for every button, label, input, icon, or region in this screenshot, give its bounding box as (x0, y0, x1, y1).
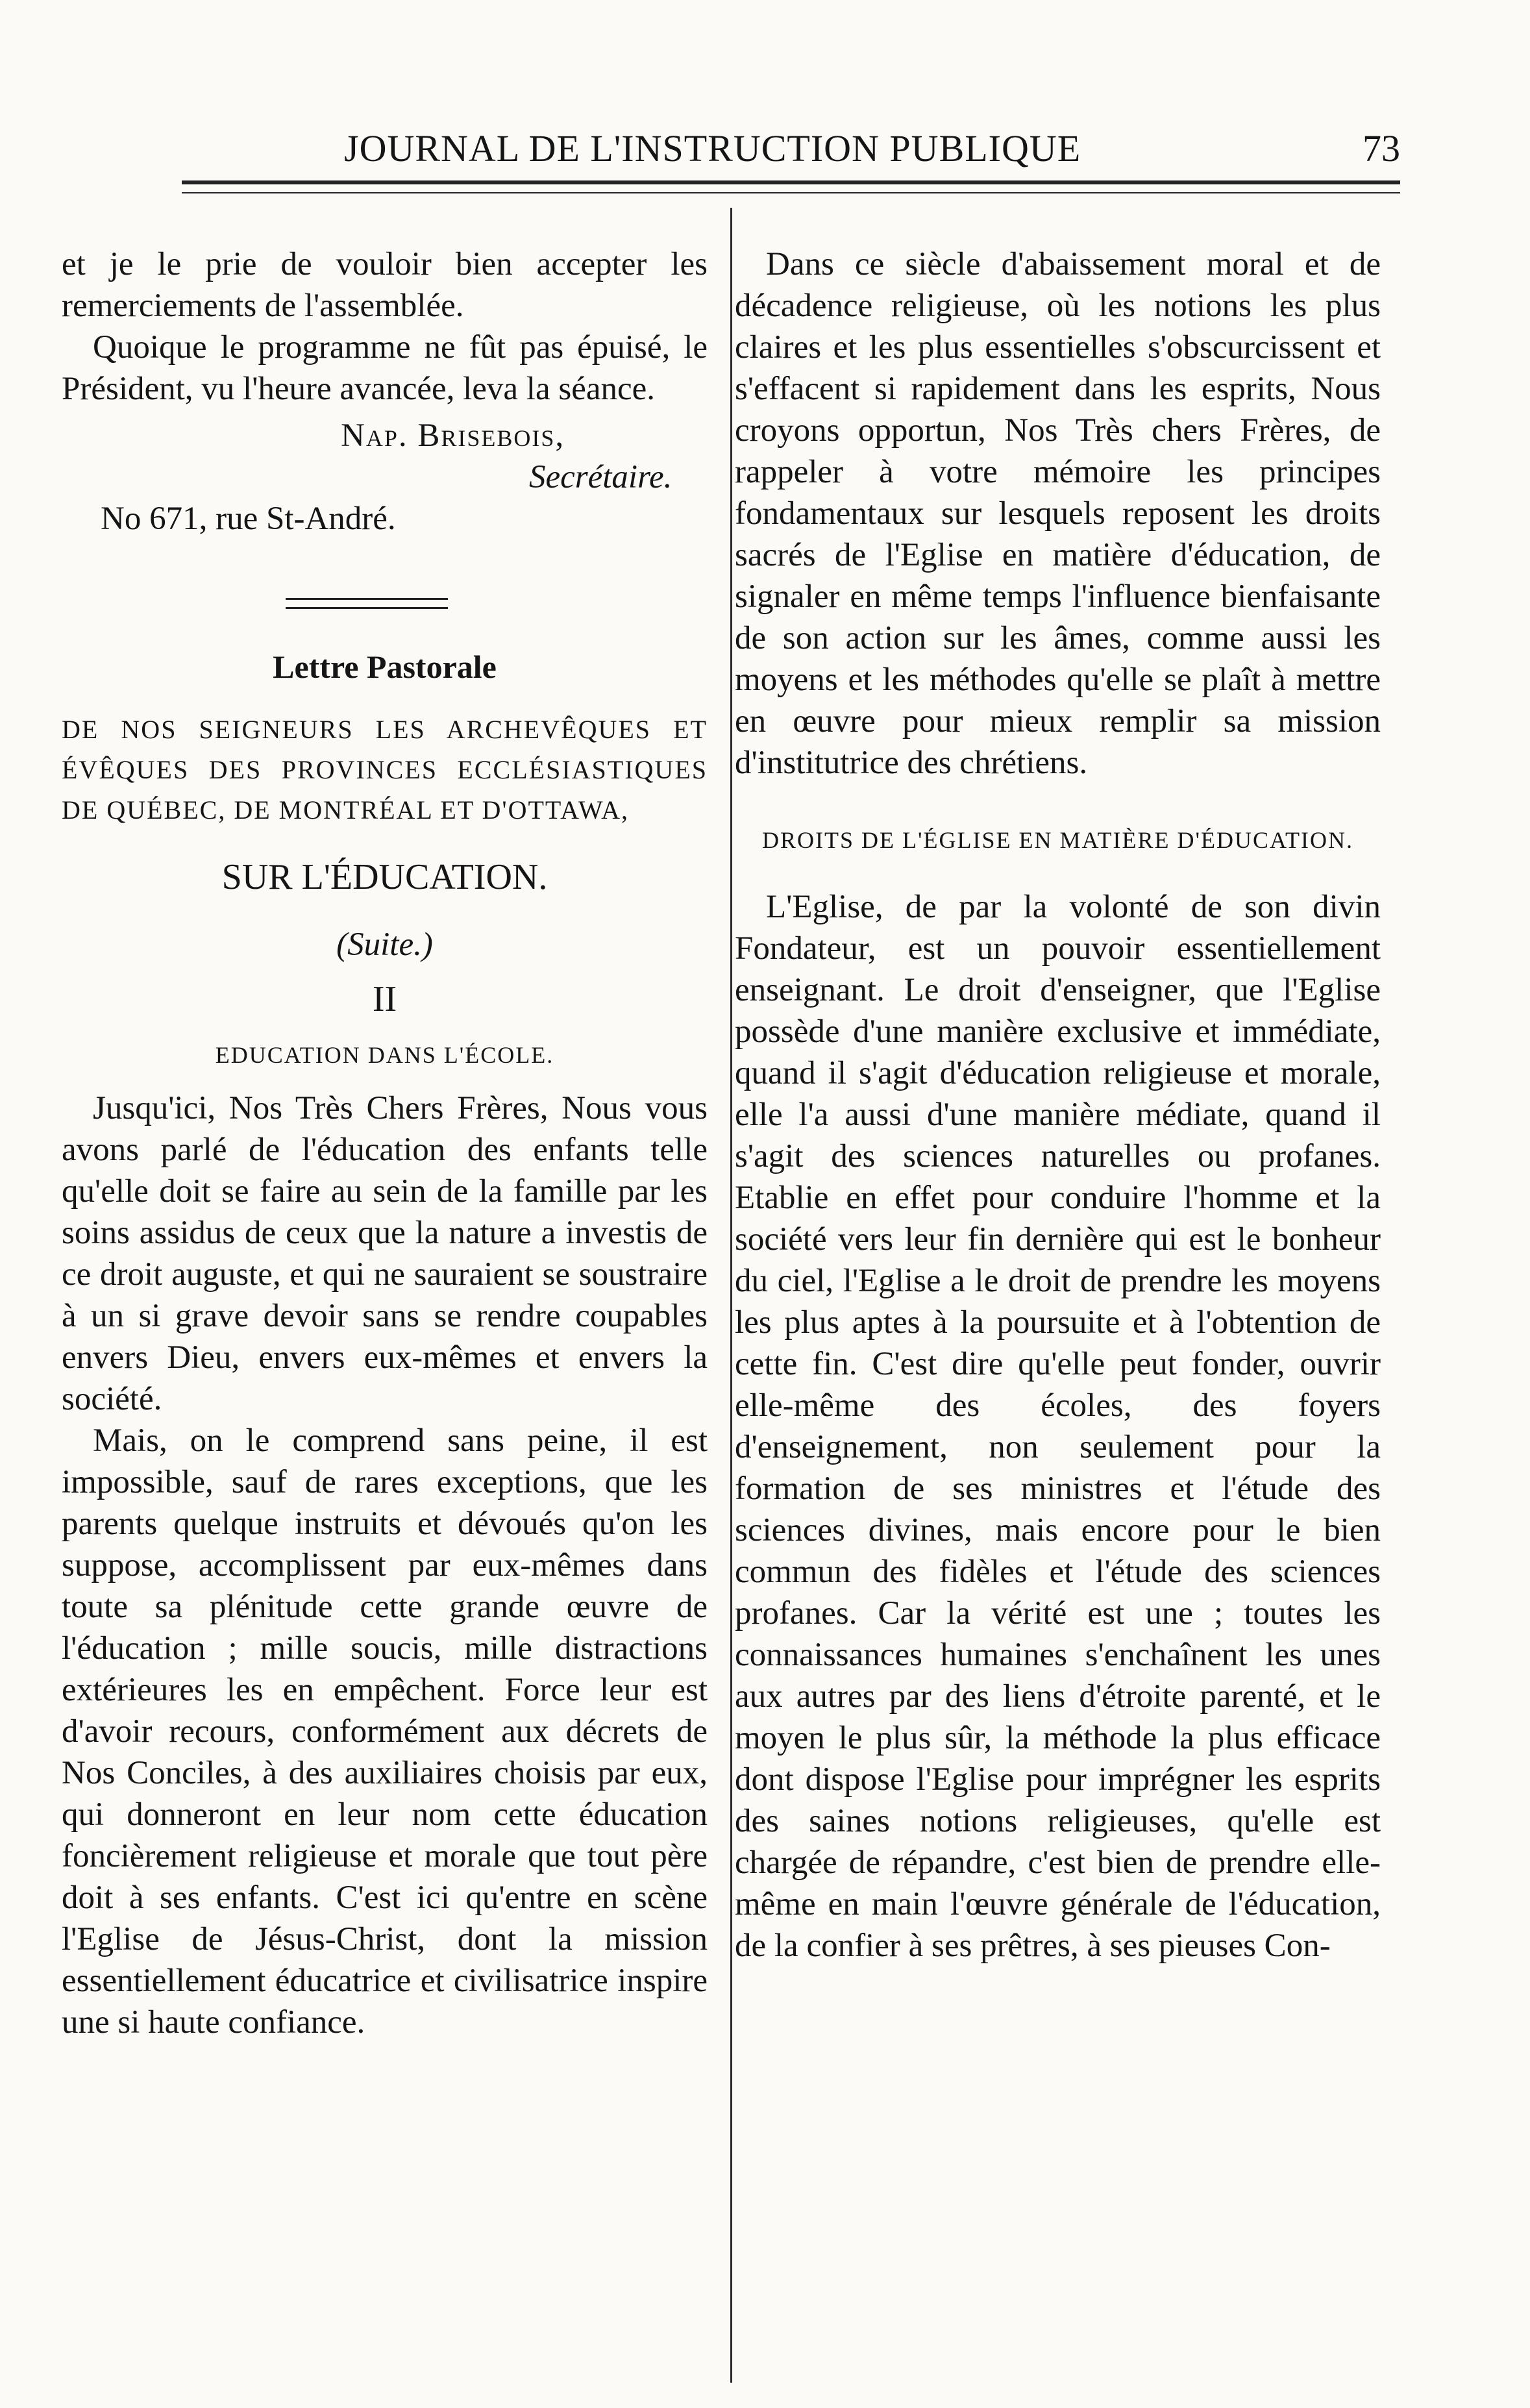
continued-label: (Suite.) (336, 926, 433, 963)
signature-name: Nap. Brisebois, (341, 417, 565, 454)
header-rule-thick (182, 180, 1400, 184)
paragraph: L'Eglise, de par la volonté de son divin Fondateur, est un pouvoir essentiellement enseignant. Le droit d'enseigner, que l'Eglise possède d'une manière exclusive et immédiate, quand il s'agit d'éducation religieuse et morale, elle l'a aussi d'une manière médiate, quand il s'agit des sciences naturelles ou profanes. Etablie en effet pour conduire l'homme et la société vers leur fin dernière qui est le bonheur du ciel, l'Eglise a le droit de prendre les moyens les plus aptes à la poursuite et à l'obtention de cette fin. C'est dire qu'elle peut fonder, ouvrir elle-même des écoles, des foyers d'enseignement, non seulement pour la formation de ses ministres et l'étude des sciences divines, mais encore pour le bien commun des fidèles et l'étude des sciences profanes. Car la vérité est une ; toutes les connaissances humaines s'enchaînent les unes aux autres par des liens d'étroite parenté, et le moyen le plus sûr, la méthode la plus efficace dont dispose l'Eglise pour imprégner les esprits des saines notions religieuses, qu'elle est chargée de répandre, c'est bien de prendre elle-même en main l'œuvre générale de l'éducation, de la confier à ses prêtres, à ses pieuses Con- (735, 889, 1381, 1964)
left-column (62, 243, 708, 2043)
letter-subtitle: DE NOS SEIGNEURS LES ARCHEVÊQUES ET ÉVÊQUES DES PROVINCES ECCLÉSIASTIQUES DE QUÉBEC, DE MONTRÉAL ET D'OTTAWA, (62, 715, 708, 825)
header-rule-thin (182, 192, 1400, 193)
running-title: JOURNAL DE L'INSTRUCTION PUBLIQUE (344, 127, 1081, 169)
topic-title: SUR L'ÉDUCATION. (221, 857, 548, 897)
right-column (735, 243, 1381, 1967)
section-title: EDUCATION DANS L'ÉCOLE. (215, 1042, 554, 1068)
page-number: 73 (1363, 127, 1400, 169)
paragraph: Jusqu'ici, Nos Très Chers Frères, Nous vous avons parlé de l'éducation des enfants telle qu'elle doit se faire au sein de la famille par les soins assidus de ceux que la nature a investis de ce droit auguste, et qui ne sauraient se soustraire à un si grave devoir sans se rendre coupables envers Dieu, envers eux-mêmes et envers la société. (62, 1090, 708, 1417)
paragraph: Mais, on le comprend sans peine, il est impossible, sauf de rares exceptions, que les parents quelque instruits et dévoués qu'on les suppose, accomplissent par eux-mêmes dans toute sa plénitude cette grande œuvre de l'éducation ; mille soucis, mille distractions extérieures les en empêchent. Force leur est d'avoir recours, conformément aux décrets de Nos Conciles, à des auxiliaires choisis par eux, qui donneront en leur nom cette éducation foncièrement religieuse et morale que tout père doit à ses enfants. C'est ici qu'entre en scène l'Eglise de Jésus-Christ, dont la mission essentiellement éducatrice et civilisatrice inspire une si haute confiance. (62, 1422, 708, 2041)
section-heading: DROITS DE L'ÉGLISE EN MATIÈRE D'ÉDUCATION. (762, 827, 1353, 853)
paragraph: et je le prie de vouloir bien accepter les remerciements de l'assemblée. (62, 246, 708, 324)
page-header (182, 127, 1400, 172)
column-divider (730, 208, 732, 2383)
letter-title: Lettre Pastorale (273, 649, 497, 685)
paragraph: Dans ce siècle d'abaissement moral et de décadence religieuse, où les notions les plus claires et les plus essentielles s'obscurcissent et s'effacent si rapidement dans les esprits, Nous croyons opportun, Nos Très chers Frères, de rappeler à votre mémoire les principes fondamentaux sur lesquels reposent les droits sacrés de l'Eglise en matière d'éducation, de signaler en même temps l'influence bienfaisante de son action sur les âmes, comme aussi les moyens et les méthodes qu'elle se plaît à mettre en œuvre pour mieux remplir sa mission d'institutrice des chrétiens. (735, 246, 1381, 781)
section-separator (62, 598, 708, 620)
signature-role: Secrétaire. (529, 459, 672, 495)
address: No 671, rue St-André. (101, 501, 396, 537)
paragraph: Quoique le programme ne fût pas épuisé, le Président, vu l'heure avancée, leva la séance. (62, 329, 708, 407)
part-number: II (372, 979, 397, 1019)
